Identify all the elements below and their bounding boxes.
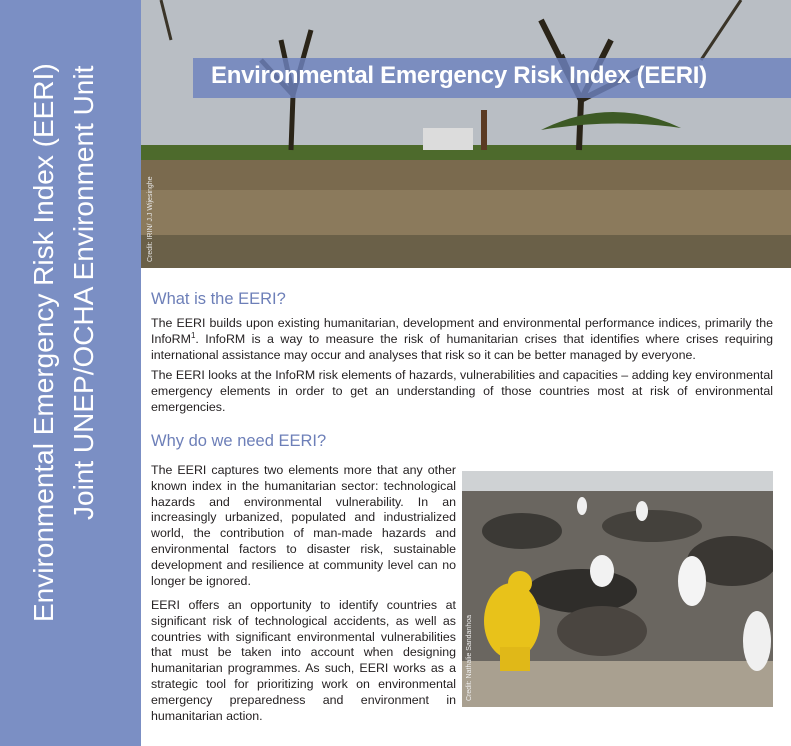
cleanup-workers-photo: [462, 471, 773, 707]
paragraph-text: . InfoRM is a way to measure the risk of humanitarian crises that identifies where crises requiring international assistance may occur and analyses that risk so it can be better managed by everyone.: [151, 331, 773, 362]
hero-photo: [141, 0, 791, 268]
sidebar-subtitle: Joint UNEP/OCHA Environment Unit: [68, 65, 99, 520]
sidebar-title: Environmental Emergency Risk Index (EERI): [28, 63, 59, 622]
section-heading-why-need: Why do we need EERI?: [151, 432, 327, 450]
paragraph-text: The EERI builds upon existing humanitarian, development and environmental performance indices, primarily the InfoRM: [151, 316, 773, 346]
paragraph-what-is-1: [151, 316, 773, 363]
sidebar-panel: [0, 0, 141, 746]
hero-photo-credit: Credit: IRIN/ J.J Wijesinghe: [147, 176, 154, 262]
photo-credit: Credit: Nathalie Sandanhoa: [466, 614, 473, 701]
paragraph-what-is-2: The EERI looks at the InfoRM risk elements of hazards, vulnerabilities and capacities – adding key environmental emergency elements in order to get an understanding of those countries most at risk of environmental emergencies.: [151, 368, 773, 414]
paragraph-why-need-2: EERI offers an opportunity to identify countries at significant risk of technological accidents, as well as countries with significant environmental vulnerabilities that must be taken into account when designing humanitarian programmes. As such, EERI works as a strategic tool for prioritizing work on environmental emergency preparedness and environment in humanitarian action.: [151, 598, 456, 723]
section-heading-what-is: What is the EERI?: [151, 290, 286, 308]
hero-landscape-illustration: [141, 0, 791, 268]
cleanup-scene-illustration: [462, 471, 773, 707]
hero-title: Environmental Emergency Risk Index (EERI): [211, 62, 707, 89]
footnote-marker: 1: [190, 330, 196, 340]
paragraph-why-need-1: The EERI captures two elements more that any other known index in the humanitarian sector: technological hazards and environmental vulnerability. In an increasingly urbanized, populated and industrialized world, the contribution of man-made hazards and environmental factors to disaster risk, sustainable development and resilience at community level can no longer be ignored.: [151, 463, 456, 588]
